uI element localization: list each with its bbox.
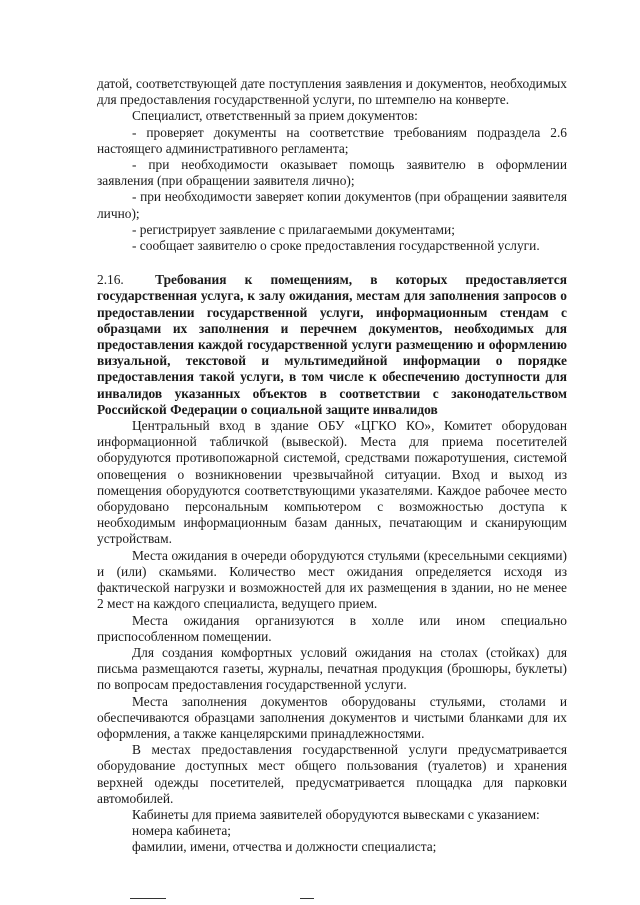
section-heading-text: Требования к помещениям, в которых предоставляется государственная услуга, к залу ожидания, местам для заполнения запросов о предоставлении государственной услуги, информационным стендам с образцами их заполнения и перечнем документов, необходимых для предоставления каждой государственной услуги размещению и оформлению визуальной, текстовой и мультимедийной информации о порядке предоставления такой услуги, в том числе к обеспечению доступности для инвалидов указанных объектов в соответствии с законодательством Российской Федерации о социальной защите инвалидов (97, 272, 567, 417)
paragraph: - сообщает заявителю о сроке предоставления государственной услуги. (132, 238, 540, 254)
document-page (97, 76, 567, 856)
section-number: 2.16. (97, 272, 124, 288)
paragraph: В местах предоставления государственной услуги предусматривается оборудование доступных мест общего пользования (туалетов) и хранения верхней одежды посетителей, предусматривается площадка для парковки автомобилей. (97, 742, 567, 806)
paragraph: Специалист, ответственный за прием документов: (132, 108, 418, 124)
paragraph: - проверяет документы на соответствие требованиям подраздела 2.6 настоящего административного регламента; (97, 124, 567, 156)
paragraph: Для создания комфортных условий ожидания на столах (стойках) для письма размещаются газеты, журналы, печатная продукция (брошюры, буклеты) по вопросам предоставления государственной услуги. (97, 644, 567, 693)
paragraph: датой, соответствующей дате поступления заявления и документов, необходимых для предоставления государственной услуги, по штемпелю на конверте. (97, 76, 567, 108)
paragraph: - при необходимости заверяет копии документов (при обращении заявителя лично); (97, 189, 567, 221)
paragraph: - регистрирует заявление с прилагаемыми документами; (132, 221, 455, 237)
paragraph: фамилии, имени, отчества и должности специалиста; (132, 839, 437, 855)
paragraph: Центральный вход в здание ОБУ «ЦГКО КО», Комитет оборудован информационной табличкой (вывеской). Места для приема посетителей оборудуются противопожарной системой, средствами пожаротушения, системой оповещения о возникновении чрезвычайной ситуации. Вход и выход из помещения оборудуются соответствующими указателями. Каждое рабочее место оборудовано персональным компьютером с возможностью доступа к необходимым информационным базам данных, печатающим и сканирующим устройствам. (97, 418, 567, 547)
paragraph: - при необходимости оказывает помощь заявителю в оформлении заявления (при обращении заявителя лично); (97, 157, 567, 189)
body-paragraphs (97, 418, 567, 855)
paragraph: Места ожидания организуются в холле или ином специально приспособленном помещении. (97, 612, 567, 644)
paragraph: Кабинеты для приема заявителей оборудуются вывесками с указанием: (132, 806, 540, 822)
paragraph: номера кабинета; (132, 823, 232, 839)
section-heading (97, 272, 567, 418)
scan-artifact-line (300, 898, 314, 899)
scan-artifact-line (130, 898, 166, 899)
paragraph: Места ожидания в очереди оборудуются стульями (кресельными секциями) и (или) скамьями. Количество мест ожидания определяется исходя из фактической нагрузки и возможностей для их размещения в здании, но не менее 2 мест на каждого специалиста, ведущего прием. (97, 547, 567, 612)
paragraph: Места заполнения документов оборудованы стульями, столами и обеспечиваются образцами заполнения документов и чистыми бланками для их оформления, а также канцелярскими принадлежностями. (97, 693, 567, 741)
top-paragraphs (97, 76, 567, 254)
